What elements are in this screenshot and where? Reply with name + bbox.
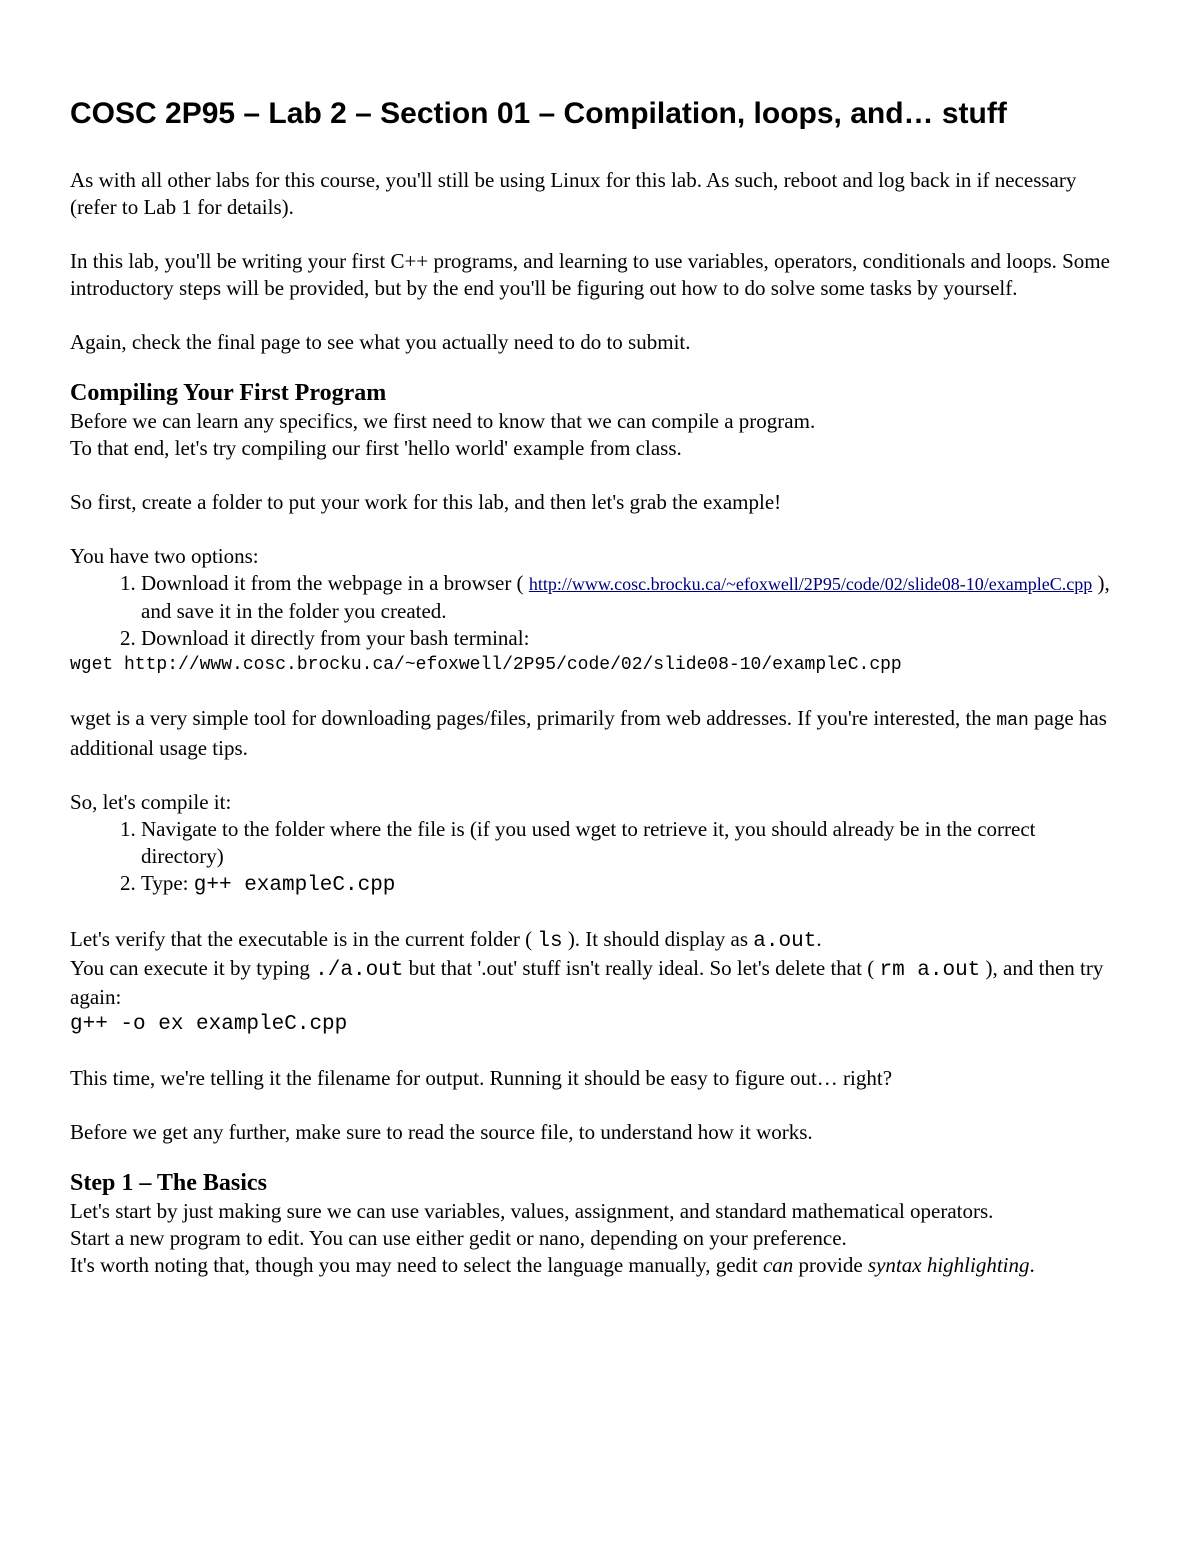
wget-command: wget http://www.cosc.brocku.ca/~efoxwell/2P95/code/02/slide08-10/exampleC.cpp <box>70 655 902 675</box>
step1-line-1: Let's start by just making sure we can use variables, values, assignment, and standard mathematical operators. <box>70 1199 994 1223</box>
compiling-line-1: Before we can learn any specifics, we first need to know that we can compile a program. <box>70 409 816 433</box>
compile-steps <box>70 816 1122 899</box>
options-list <box>70 570 1122 652</box>
verify-text-mid: ). It should display as <box>562 927 754 951</box>
page-title: COSC 2P95 – Lab 2 – Section 01 – Compilation, loops, and… stuff <box>70 97 1007 130</box>
execute-text: You can execute it by typing <box>70 956 316 980</box>
example-file-link[interactable]: http://www.cosc.brocku.ca/~efoxwell/2P95/code/02/slide08-10/exampleC.cpp <box>528 574 1093 594</box>
intro-paragraph-2: In this lab, you'll be writing your first C++ programs, and learning to use variables, operators, conditionals and loops. Some introductory steps will be provided, but by the end you'll be figuring out how to do solve some tasks by yourself. <box>70 249 1110 300</box>
option-1-text: Download it from the webpage in a browser ( <box>141 571 529 595</box>
execute-text-mid: but that '.out' stuff isn't really ideal. So let's delete that ( <box>403 956 880 980</box>
emphasis-syntax-highlighting: syntax highlighting <box>867 1253 1030 1277</box>
gpp-output-command: g++ -o ex exampleC.cpp <box>70 1013 348 1036</box>
section-heading-compiling: Compiling Your First Program <box>70 380 387 406</box>
compile-step-2 <box>141 870 1122 899</box>
execute-text-end: ), and then try again: <box>70 956 1104 1009</box>
verify-text-end: . <box>816 927 822 951</box>
execute-command: ./a.out <box>315 959 404 982</box>
option-1-text-end: ), and save it in the folder you created. <box>141 571 1110 623</box>
option-2: 2. Download it directly from your bash terminal: <box>141 625 1122 652</box>
wget-desc-end: page has additional usage tips. <box>70 706 1107 760</box>
wget-description <box>70 705 1122 762</box>
compile-step-1: 1. Navigate to the folder where the file is (if you used wget to retrieve it, you should already be in the correct directory) <box>141 816 1122 870</box>
ls-command: ls <box>537 930 563 953</box>
compiling-line-2: To that end, let's try compiling our first 'hello world' example from class. <box>70 436 682 460</box>
execute-line <box>70 955 1122 1011</box>
filename-paragraph: This time, we're telling it the filename for output. Running it should be easy to figure out… right? <box>70 1066 893 1090</box>
compile-intro: So, let's compile it: <box>70 790 232 814</box>
verify-line <box>70 926 1122 955</box>
step1-line-3 <box>70 1252 1122 1279</box>
man-keyword: man <box>996 711 1029 731</box>
verify-text: Let's verify that the executable is in the current folder ( <box>70 927 538 951</box>
wget-desc-text: wget is a very simple tool for downloading pages/files, primarily from web addresses. If you're interested, the <box>70 706 997 730</box>
rm-command: rm a.out <box>879 959 981 982</box>
source-paragraph: Before we get any further, make sure to read the source file, to understand how it works. <box>70 1120 813 1144</box>
emphasis-can: can <box>762 1253 794 1277</box>
folder-paragraph: So first, create a folder to put your work for this lab, and then let's grab the example! <box>70 490 782 514</box>
compile-step-2-label: Type: <box>141 871 194 895</box>
step1-line-3-mid: provide <box>793 1253 868 1277</box>
step1-line-3-text: It's worth noting that, though you may need to select the language manually, gedit <box>70 1253 763 1277</box>
options-intro: You have two options: <box>70 544 259 568</box>
intro-paragraph-3: Again, check the final page to see what you actually need to do to submit. <box>70 330 691 354</box>
option-1 <box>141 570 1122 625</box>
step1-line-2: Start a new program to edit. You can use either gedit or nano, depending on your preference. <box>70 1226 847 1250</box>
step1-line-3-end: . <box>1029 1253 1035 1277</box>
aout-filename: a.out <box>753 930 817 953</box>
section-heading-step1: Step 1 – The Basics <box>70 1170 267 1196</box>
compile-command: g++ exampleC.cpp <box>193 874 396 897</box>
intro-paragraph-1: As with all other labs for this course, you'll still be using Linux for this lab. As such, reboot and log back in if necessary (refer to Lab 1 for details). <box>70 168 1077 219</box>
